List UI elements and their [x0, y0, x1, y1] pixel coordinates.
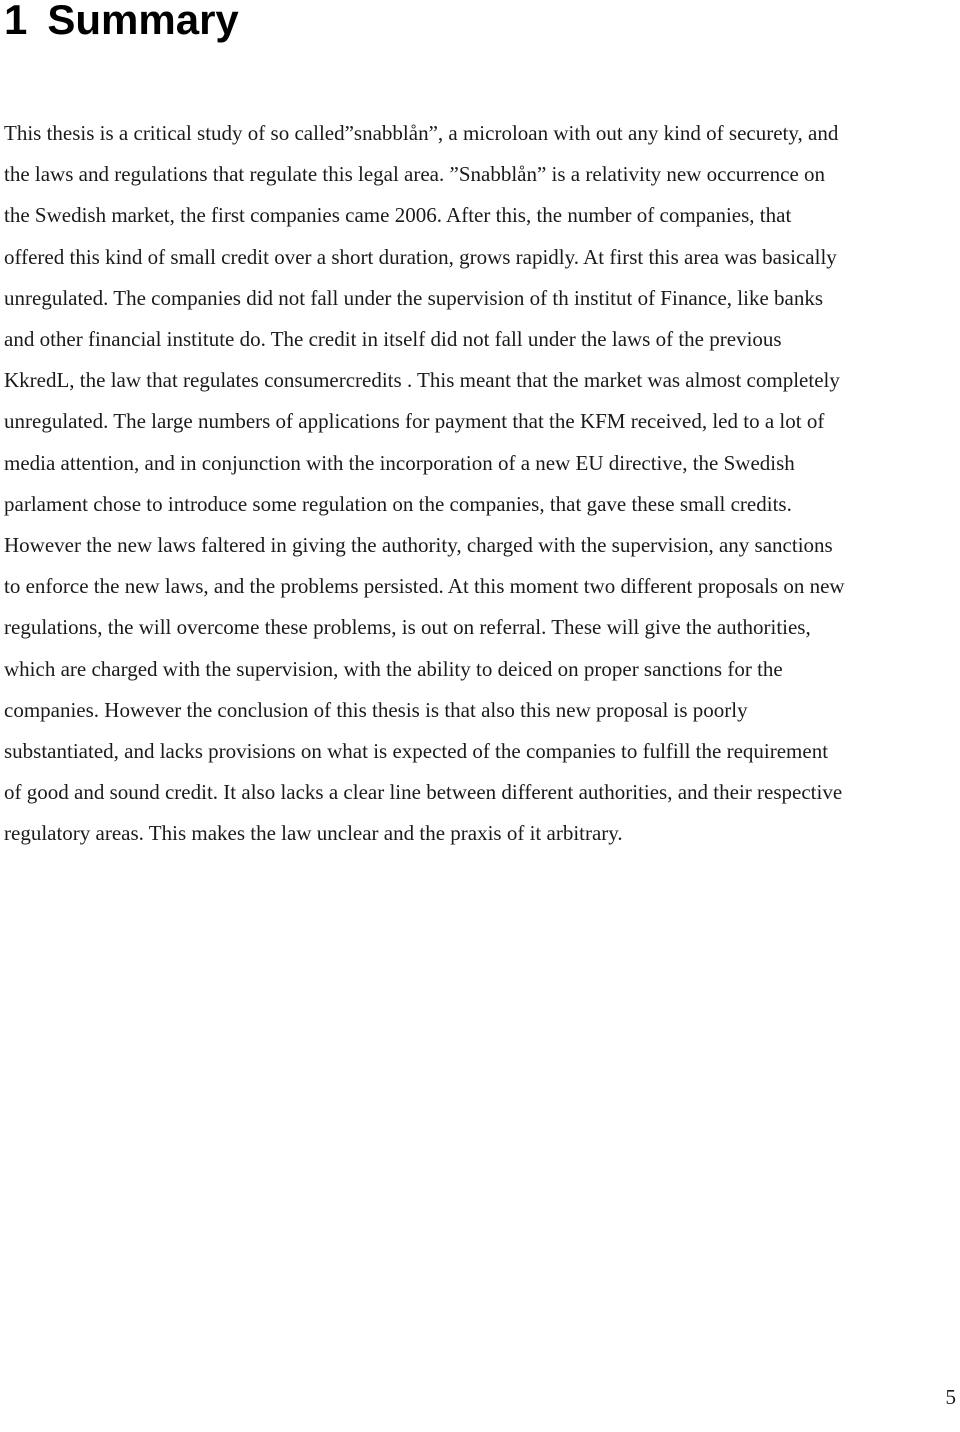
- paragraph-line: which are charged with the supervision, with the ability to deiced on proper sanctions for the: [4, 656, 783, 681]
- section-title: Summary: [47, 0, 239, 43]
- paragraph-line: offered this kind of small credit over a short duration, grows rapidly. At first this area was basically: [4, 244, 837, 269]
- paragraph-line: regulatory areas. This makes the law unclear and the praxis of it arbitrary.: [4, 821, 623, 846]
- paragraph-line: the laws and regulations that regulate this legal area. ”Snabblån” is a relativity new occurrence on: [4, 162, 826, 187]
- paragraph-line: However the new laws faltered in giving the authority, charged with the supervision, any sanctions: [4, 533, 833, 558]
- paragraph-line: the Swedish market, the first companies came 2006. After this, the number of companies, that: [4, 203, 792, 228]
- paragraph-line: and other financial institute do. The credit in itself did not fall under the laws of the previous: [4, 327, 782, 352]
- paragraph-line: companies. However the conclusion of this thesis is that also this new proposal is poorly: [4, 697, 748, 722]
- paragraph-line: of good and sound credit. It also lacks a clear line between different authorities, and their respective: [4, 780, 843, 805]
- paragraph-line: parlament chose to introduce some regulation on the companies, that gave these small credits.: [4, 491, 792, 516]
- section-number: 1: [4, 0, 28, 43]
- paragraph-line: media attention, and in conjunction with the incorporation of a new EU directive, the Swedish: [4, 450, 795, 475]
- paragraph-line: to enforce the new laws, and the problems persisted. At this moment two different proposals on new: [4, 574, 845, 599]
- paragraph-line: unregulated. The large numbers of applications for payment that the KFM received, led to a lot of: [4, 409, 825, 434]
- paragraph-line: KkredL, the law that regulates consumercredits . This meant that the market was almost completely: [4, 368, 840, 393]
- summary-paragraph: [4, 113, 956, 855]
- paragraph-line: regulations, the will overcome these problems, is out on referral. These will give the authorities,: [4, 615, 811, 640]
- section-heading: [4, 0, 239, 46]
- paragraph-line: substantiated, and lacks provisions on what is expected of the companies to fulfill the requirement: [4, 739, 829, 764]
- page-number: 5: [945, 1385, 956, 1409]
- paragraph-line: unregulated. The companies did not fall under the supervision of th institut of Finance, like banks: [4, 285, 824, 310]
- paragraph-line: This thesis is a critical study of so called”snabblån”, a microloan with out any kind of securety, and: [4, 121, 839, 145]
